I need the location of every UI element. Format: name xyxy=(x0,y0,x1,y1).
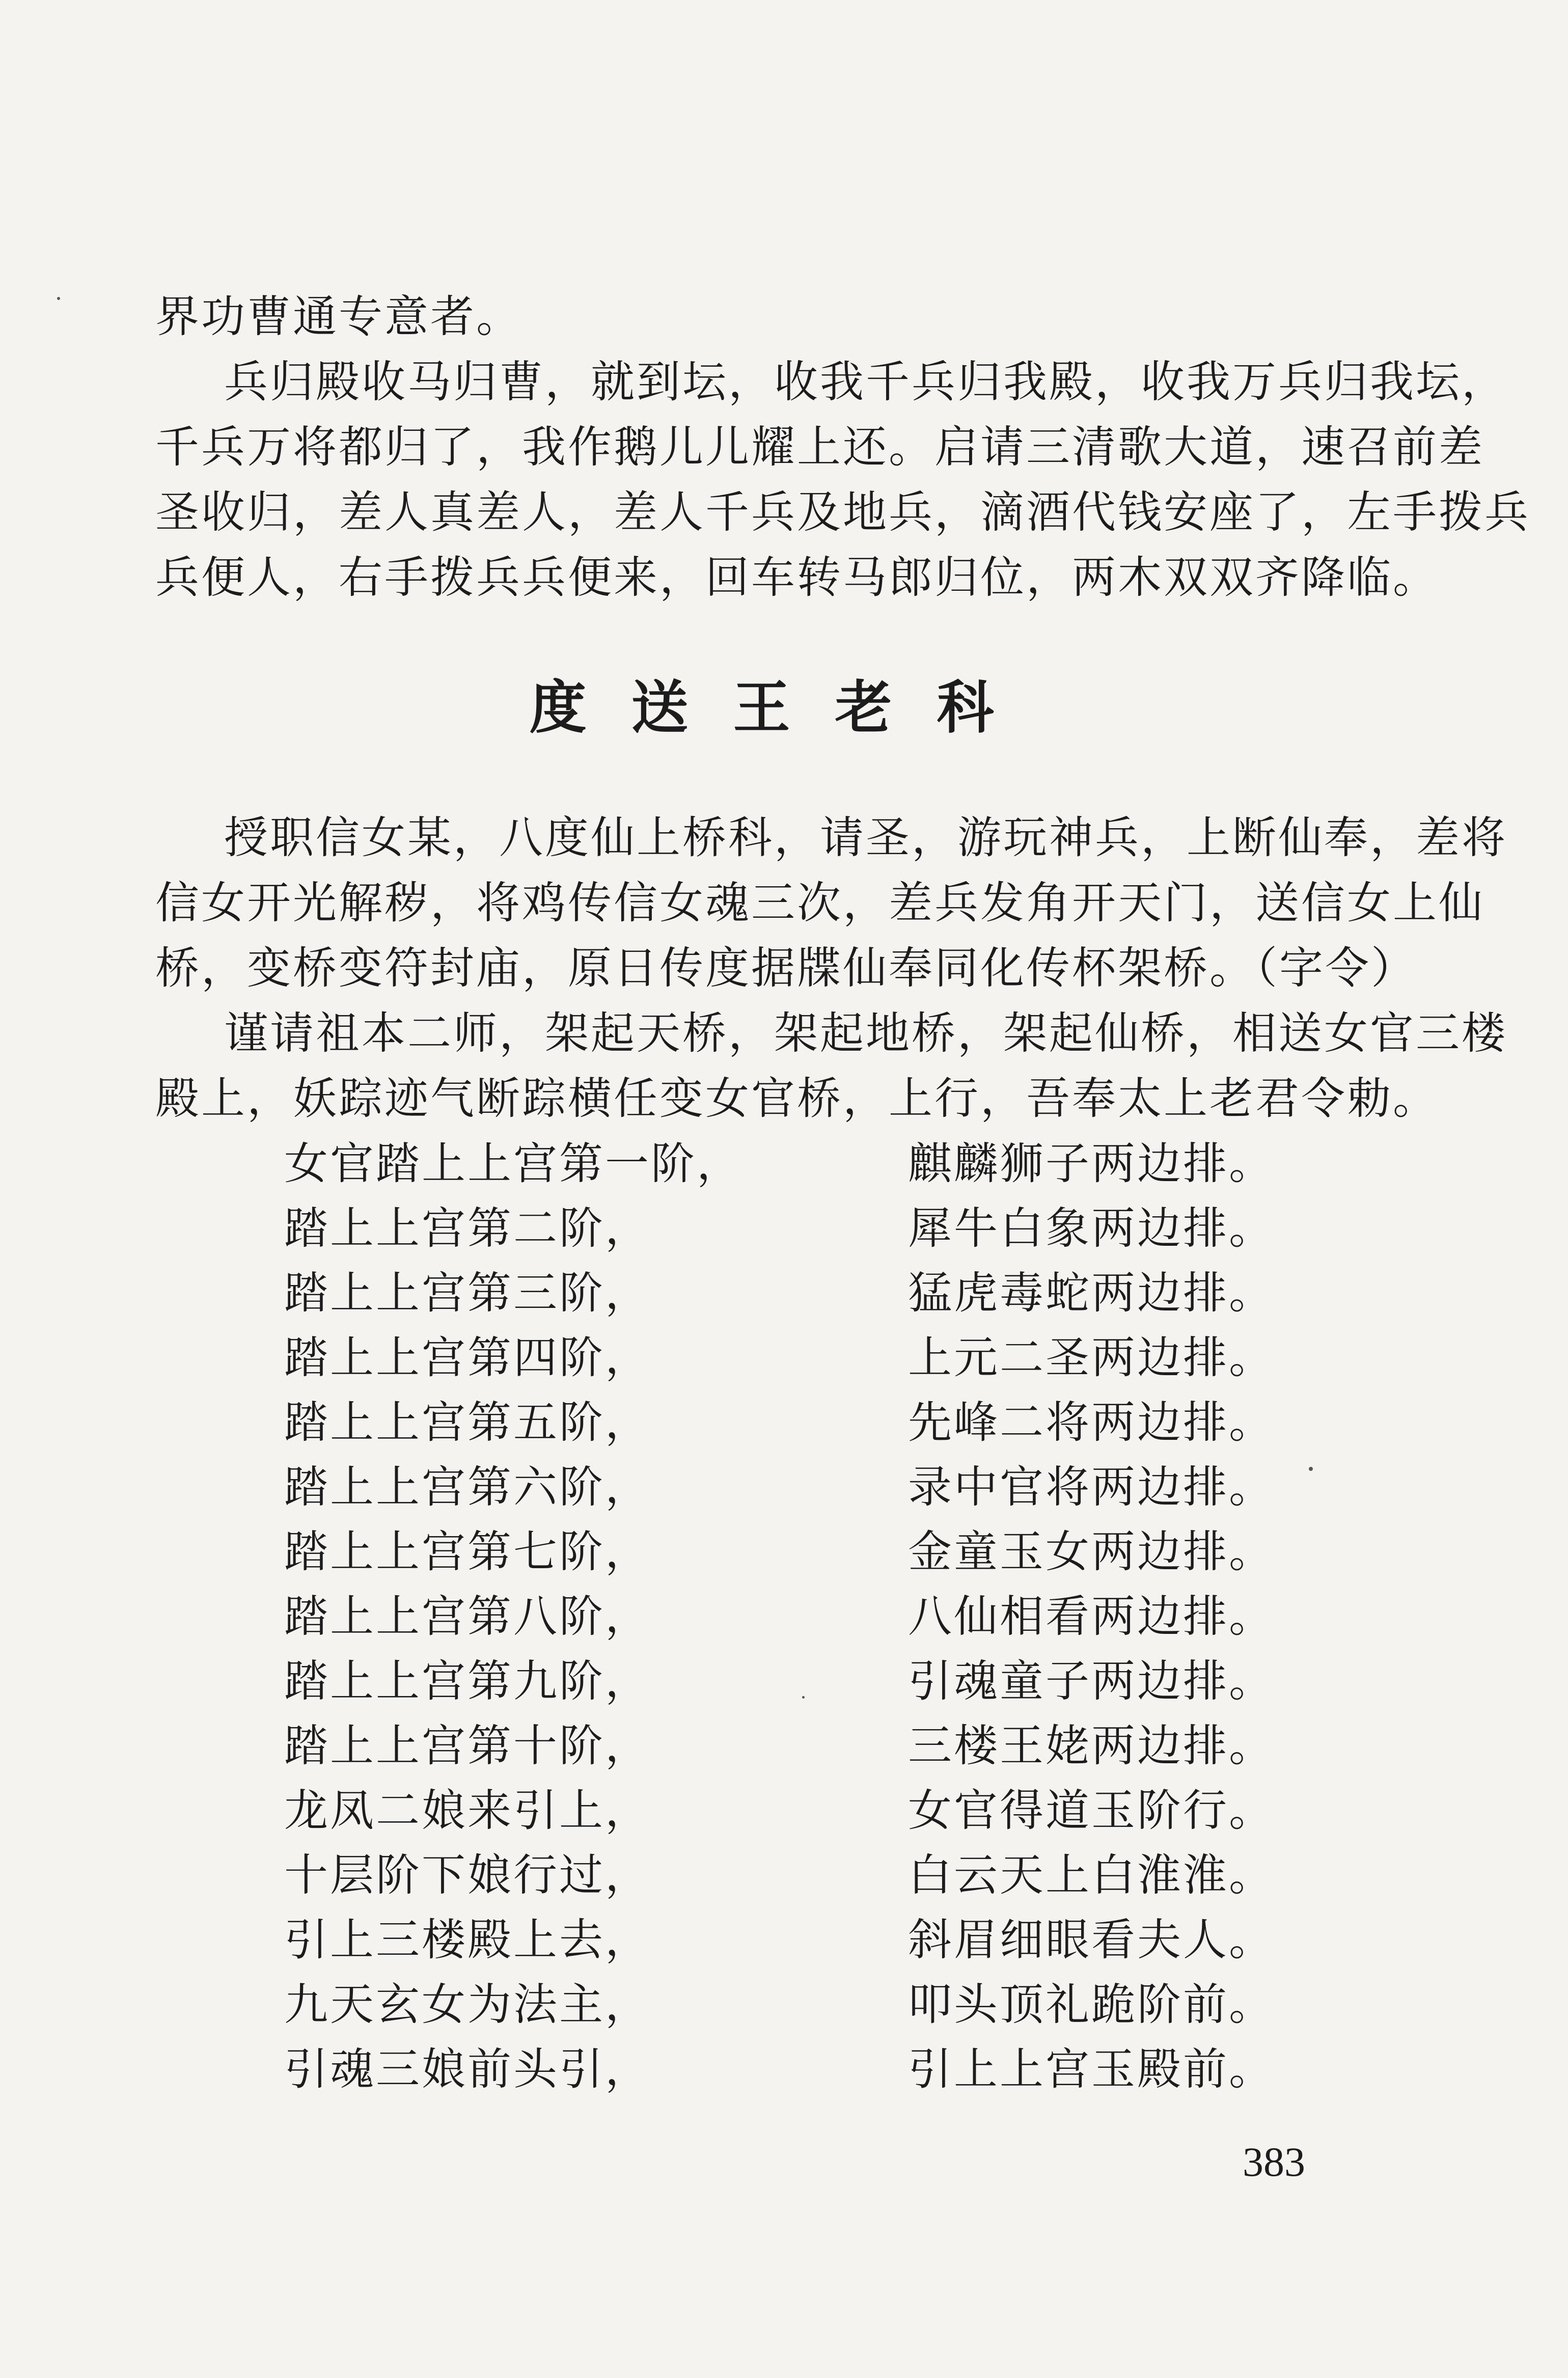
scan-speck xyxy=(802,1696,805,1699)
verse-left-6: 踏上上宫第六阶， xyxy=(284,1462,651,1513)
verse-left-5: 踏上上宫第五阶， xyxy=(284,1397,651,1448)
page-number: 383 xyxy=(1243,2139,1305,2185)
verse-left-10: 踏上上宫第十阶， xyxy=(284,1720,651,1771)
verse-right-4: 上元二圣两边排。 xyxy=(908,1332,1275,1383)
section-para1-line-1: 授职信女某，八度仙上桥科，请圣，游玩神兵，上断仙奉，差将 xyxy=(224,812,1507,863)
intro-para2-line-3: 圣收归，差人真差人，差人千兵及地兵，滴酒代钱安座了，左手拨兵 xyxy=(155,487,1530,538)
section-para2-line-2: 殿上，妖踪迹气断踪横任变女官桥，上行，吾奉太上老君令勅。 xyxy=(155,1073,1439,1124)
intro-para2-line-1: 兵归殿收马归曹，就到坛，收我千兵归我殿，收我万兵归我坛， xyxy=(224,357,1507,407)
verse-right-9: 引魂童子两边排。 xyxy=(908,1656,1275,1707)
verse-right-15: 引上上宫玉殿前。 xyxy=(908,2044,1275,2095)
section-title: 度送王老科 xyxy=(529,675,1039,741)
scan-speck xyxy=(1309,1467,1313,1471)
verse-right-14: 叩头顶礼跪阶前。 xyxy=(908,1979,1275,2030)
section-para1-line-2: 信女开光解秽，将鸡传信女魂三次，差兵发角开天门，送信女上仙 xyxy=(155,878,1484,928)
verse-right-8: 八仙相看两边排。 xyxy=(908,1591,1275,1642)
section-para1-line-3: 桥，变桥变符封庙，原日传度据牒仙奉同化传杯架桥。（字令） xyxy=(155,943,1417,994)
verse-right-1: 麒麟狮子两边排。 xyxy=(908,1138,1275,1189)
verse-right-13: 斜眉细眼看夫人。 xyxy=(908,1915,1275,1965)
verse-right-2: 犀牛白象两边排。 xyxy=(908,1203,1275,1254)
verse-left-1: 女官踏上上宫第一阶， xyxy=(284,1138,742,1189)
verse-left-12: 十层阶下娘行过， xyxy=(284,1850,651,1901)
verse-left-11: 龙凤二娘来引上， xyxy=(284,1785,651,1836)
verse-left-9: 踏上上宫第九阶， xyxy=(284,1656,651,1707)
verse-right-10: 三楼王姥两边排。 xyxy=(908,1720,1275,1771)
verse-right-5: 先峰二将两边排。 xyxy=(908,1397,1275,1448)
intro-line-1: 界功曹通专意者。 xyxy=(155,291,522,342)
verse-left-13: 引上三楼殿上去， xyxy=(284,1915,651,1965)
verse-right-11: 女官得道玉阶行。 xyxy=(908,1785,1275,1836)
verse-left-3: 踏上上宫第三阶， xyxy=(284,1268,651,1319)
verse-right-6: 录中官将两边排。 xyxy=(908,1462,1275,1513)
section-para2-line-1: 谨请祖本二师，架起天桥，架起地桥，架起仙桥，相送女官三楼 xyxy=(224,1008,1507,1059)
verse-left-8: 踏上上宫第八阶， xyxy=(284,1591,651,1642)
verse-left-4: 踏上上宫第四阶， xyxy=(284,1332,651,1383)
verse-right-3: 猛虎毒蛇两边排。 xyxy=(908,1268,1275,1319)
intro-para2-line-2: 千兵万将都归了，我作鹅儿儿耀上还。启请三清歌大道，速召前差 xyxy=(155,422,1484,473)
verse-left-7: 踏上上宫第七阶， xyxy=(284,1526,651,1577)
scan-speck xyxy=(57,297,60,300)
verse-left-2: 踏上上宫第二阶， xyxy=(284,1203,651,1254)
verse-left-14: 九天玄女为法主， xyxy=(284,1979,651,2030)
intro-para2-line-4: 兵便人，右手拨兵兵便来，回车转马郎归位，两木双双齐降临。 xyxy=(155,552,1439,603)
verse-right-7: 金童玉女两边排。 xyxy=(908,1526,1275,1577)
verse-right-12: 白云天上白淮淮。 xyxy=(908,1850,1275,1901)
verse-left-15: 引魂三娘前头引， xyxy=(284,2044,651,2095)
